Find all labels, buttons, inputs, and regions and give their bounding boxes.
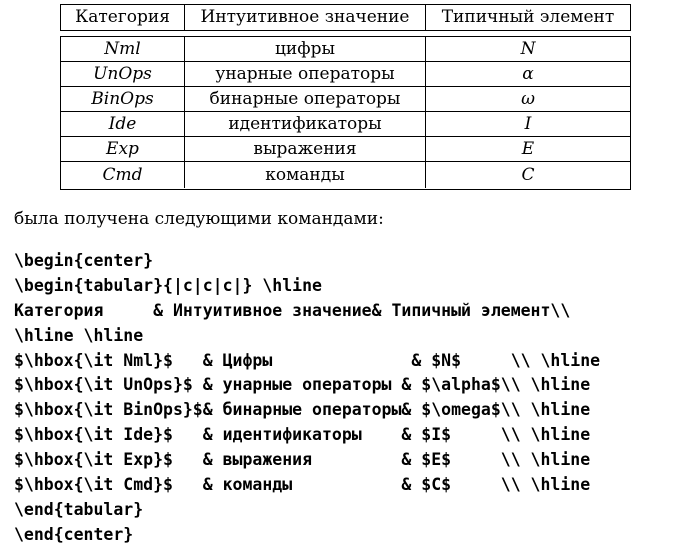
cell-element: I — [524, 113, 532, 134]
code-line: \begin{tabular}{|c|c|c|} \hline — [14, 275, 322, 295]
code-line: Категория & Интуитивное значение& Типичный элемент\\ — [14, 300, 571, 320]
cell-element: α — [522, 63, 534, 84]
table-header-row — [60, 4, 631, 31]
code-line: \end{tabular} — [14, 499, 144, 519]
code-line: $\hbox{\it BinOps}$& бинарные операторы& $\omega$\\ \hline — [14, 400, 591, 420]
code-line: $\hbox{\it Ide}$ & идентификаторы & $I$ \\ \hline — [14, 425, 591, 445]
code-line: $\hbox{\it Cmd}$ & команды & $C$ \\ \hline — [14, 475, 591, 495]
cell-meaning: унарные операторы — [185, 62, 426, 86]
table-row — [61, 87, 630, 112]
intro-paragraph: была получена следующими командами: — [14, 209, 384, 229]
code-line: $\hbox{\it Exp}$ & выражения & $E$ \\ \hline — [14, 450, 591, 470]
cell-category: Ide — [61, 112, 185, 136]
table-row — [61, 162, 630, 188]
cell-meaning: выражения — [185, 137, 426, 161]
cell-category: UnOps — [61, 62, 185, 86]
table-body — [60, 36, 631, 190]
cell-element: C — [521, 164, 535, 185]
code-line: $\hbox{\it Nml}$ & Цифры & $N$ \\ \hline — [14, 350, 601, 370]
table-row — [61, 62, 630, 87]
latex-code-block — [14, 249, 600, 548]
table-row — [61, 112, 630, 137]
cell-meaning: команды — [185, 162, 426, 188]
cell-element: ω — [521, 88, 535, 109]
header-meaning: Интуитивное значение — [185, 5, 426, 30]
code-line: \end{center} — [14, 524, 134, 544]
table-row — [61, 137, 630, 162]
table-row — [61, 37, 630, 62]
cell-meaning: бинарные операторы — [185, 87, 426, 111]
cell-meaning: идентификаторы — [185, 112, 426, 136]
code-line: \hline \hline — [14, 325, 144, 345]
header-category: Категория — [61, 5, 185, 30]
cell-category: BinOps — [61, 87, 185, 111]
header-element: Типичный элемент — [441, 7, 615, 27]
cell-element: N — [520, 38, 536, 59]
cell-category: Exp — [61, 137, 185, 161]
cell-category: Cmd — [61, 162, 185, 188]
code-line: $\hbox{\it UnOps}$ & унарные операторы & $\alpha$\\ \hline — [14, 375, 591, 395]
cell-meaning: цифры — [185, 37, 426, 61]
code-line: \begin{center} — [14, 251, 154, 270]
cell-element: E — [521, 138, 535, 159]
cell-category: Nml — [61, 37, 185, 61]
